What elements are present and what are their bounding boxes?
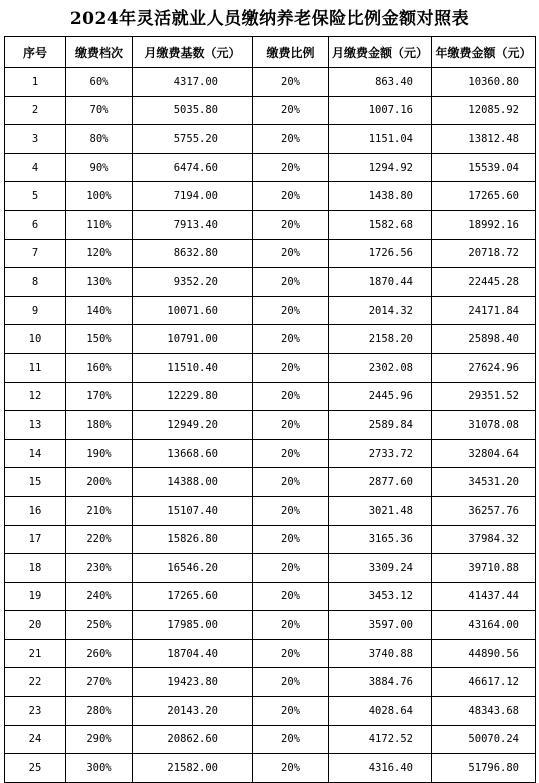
- contribution-level-cell: 130%: [66, 268, 133, 297]
- table-row: [5, 268, 536, 297]
- table-row: [5, 582, 536, 611]
- serial-number-cell: 19: [5, 582, 66, 611]
- monthly-base-cell: 12949.20: [133, 411, 253, 440]
- table-row: [5, 210, 536, 239]
- contribution-rate-cell: 20%: [253, 182, 329, 211]
- annual-amount-cell: 51796.80: [432, 754, 536, 783]
- monthly-amount-cell: 1870.44: [329, 268, 432, 297]
- serial-number-cell: 24: [5, 725, 66, 754]
- annual-amount-cell: 20718.72: [432, 239, 536, 268]
- monthly-base-cell: 10791.00: [133, 325, 253, 354]
- annual-amount-cell: 29351.52: [432, 382, 536, 411]
- annual-amount-cell: 31078.08: [432, 411, 536, 440]
- serial-number-cell: 2: [5, 96, 66, 125]
- serial-number-cell: 18: [5, 554, 66, 583]
- serial-number-cell: 6: [5, 210, 66, 239]
- monthly-amount-cell: 863.40: [329, 68, 432, 97]
- contribution-rate-cell: 20%: [253, 268, 329, 297]
- contribution-level-cell: 290%: [66, 725, 133, 754]
- monthly-amount-cell: 1726.56: [329, 239, 432, 268]
- contribution-rate-cell: 20%: [253, 125, 329, 154]
- annual-amount-cell: 36257.76: [432, 496, 536, 525]
- monthly-amount-cell: 2733.72: [329, 439, 432, 468]
- contribution-level-cell: 260%: [66, 639, 133, 668]
- serial-number-cell: 9: [5, 296, 66, 325]
- contribution-rate-cell: 20%: [253, 468, 329, 497]
- contribution-level-cell: 190%: [66, 439, 133, 468]
- annual-amount-cell: 12085.92: [432, 96, 536, 125]
- contribution-rate-cell: 20%: [253, 754, 329, 783]
- contribution-level-cell: 280%: [66, 697, 133, 726]
- monthly-amount-cell: 3309.24: [329, 554, 432, 583]
- contribution-level-cell: 160%: [66, 353, 133, 382]
- annual-amount-cell: 32804.64: [432, 439, 536, 468]
- monthly-amount-cell: 1294.92: [329, 153, 432, 182]
- table-row: [5, 296, 536, 325]
- contribution-rate-cell: 20%: [253, 411, 329, 440]
- table-row: [5, 611, 536, 640]
- contribution-rate-cell: 20%: [253, 325, 329, 354]
- monthly-base-cell: 8632.80: [133, 239, 253, 268]
- contribution-level-cell: 120%: [66, 239, 133, 268]
- serial-number-cell: 10: [5, 325, 66, 354]
- monthly-base-cell: 12229.80: [133, 382, 253, 411]
- table-row: [5, 668, 536, 697]
- monthly-amount-cell: 3884.76: [329, 668, 432, 697]
- contribution-level-cell: 230%: [66, 554, 133, 583]
- serial-number-cell: 3: [5, 125, 66, 154]
- monthly-amount-cell: 2302.08: [329, 353, 432, 382]
- table-row: [5, 554, 536, 583]
- contribution-rate-cell: 20%: [253, 725, 329, 754]
- monthly-amount-cell: 2589.84: [329, 411, 432, 440]
- contribution-level-cell: 80%: [66, 125, 133, 154]
- monthly-amount-cell: 4028.64: [329, 697, 432, 726]
- table-row: [5, 68, 536, 97]
- contribution-rate-cell: 20%: [253, 96, 329, 125]
- contribution-rate-cell: 20%: [253, 353, 329, 382]
- table-row: [5, 153, 536, 182]
- serial-number-cell: 22: [5, 668, 66, 697]
- contribution-rate-cell: 20%: [253, 496, 329, 525]
- table-row: [5, 525, 536, 554]
- annual-amount-cell: 46617.12: [432, 668, 536, 697]
- table-row: [5, 754, 536, 783]
- table-row: [5, 325, 536, 354]
- header-monthly-amount: 月缴费金额（元）: [329, 37, 432, 68]
- table-row: [5, 439, 536, 468]
- monthly-amount-cell: 1007.16: [329, 96, 432, 125]
- contribution-level-cell: 110%: [66, 210, 133, 239]
- contribution-rate-cell: 20%: [253, 611, 329, 640]
- monthly-base-cell: 15107.40: [133, 496, 253, 525]
- monthly-base-cell: 17985.00: [133, 611, 253, 640]
- serial-number-cell: 12: [5, 382, 66, 411]
- contribution-rate-cell: 20%: [253, 697, 329, 726]
- contribution-rate-cell: 20%: [253, 239, 329, 268]
- monthly-base-cell: 11510.40: [133, 353, 253, 382]
- contribution-level-cell: 250%: [66, 611, 133, 640]
- monthly-base-cell: 4317.00: [133, 68, 253, 97]
- table-row: [5, 725, 536, 754]
- annual-amount-cell: 22445.28: [432, 268, 536, 297]
- monthly-amount-cell: 2445.96: [329, 382, 432, 411]
- contribution-level-cell: 60%: [66, 68, 133, 97]
- annual-amount-cell: 48343.68: [432, 697, 536, 726]
- header-contribution-level: 缴费档次: [66, 37, 133, 68]
- monthly-base-cell: 19423.80: [133, 668, 253, 697]
- monthly-base-cell: 18704.40: [133, 639, 253, 668]
- contribution-level-cell: 170%: [66, 382, 133, 411]
- contribution-level-cell: 140%: [66, 296, 133, 325]
- annual-amount-cell: 10360.80: [432, 68, 536, 97]
- monthly-amount-cell: 2877.60: [329, 468, 432, 497]
- monthly-base-cell: 16546.20: [133, 554, 253, 583]
- serial-number-cell: 4: [5, 153, 66, 182]
- annual-amount-cell: 34531.20: [432, 468, 536, 497]
- contribution-rate-cell: 20%: [253, 582, 329, 611]
- table-row: [5, 468, 536, 497]
- contribution-level-cell: 270%: [66, 668, 133, 697]
- annual-amount-cell: 25898.40: [432, 325, 536, 354]
- monthly-amount-cell: 3165.36: [329, 525, 432, 554]
- table-row: [5, 96, 536, 125]
- annual-amount-cell: 15539.04: [432, 153, 536, 182]
- serial-number-cell: 21: [5, 639, 66, 668]
- annual-amount-cell: 13812.48: [432, 125, 536, 154]
- serial-number-cell: 23: [5, 697, 66, 726]
- contribution-rate-cell: 20%: [253, 296, 329, 325]
- monthly-base-cell: 15826.80: [133, 525, 253, 554]
- serial-number-cell: 15: [5, 468, 66, 497]
- table-row: [5, 353, 536, 382]
- monthly-base-cell: 20143.20: [133, 697, 253, 726]
- contribution-rate-cell: 20%: [253, 554, 329, 583]
- annual-amount-cell: 24171.84: [432, 296, 536, 325]
- monthly-base-cell: 10071.60: [133, 296, 253, 325]
- annual-amount-cell: 18992.16: [432, 210, 536, 239]
- monthly-base-cell: 13668.60: [133, 439, 253, 468]
- table-row: [5, 382, 536, 411]
- serial-number-cell: 11: [5, 353, 66, 382]
- serial-number-cell: 20: [5, 611, 66, 640]
- annual-amount-cell: 27624.96: [432, 353, 536, 382]
- contribution-level-cell: 70%: [66, 96, 133, 125]
- monthly-amount-cell: 1438.80: [329, 182, 432, 211]
- serial-number-cell: 16: [5, 496, 66, 525]
- contribution-level-cell: 220%: [66, 525, 133, 554]
- contribution-table: [4, 36, 536, 783]
- contribution-rate-cell: 20%: [253, 439, 329, 468]
- contribution-rate-cell: 20%: [253, 153, 329, 182]
- table-row: [5, 639, 536, 668]
- page-title: 2024年灵活就业人员缴纳养老保险比例金额对照表: [69, 9, 470, 29]
- annual-amount-cell: 17265.60: [432, 182, 536, 211]
- serial-number-cell: 8: [5, 268, 66, 297]
- table-body: [5, 68, 536, 783]
- annual-amount-cell: 50070.24: [432, 725, 536, 754]
- contribution-level-cell: 90%: [66, 153, 133, 182]
- table-row: [5, 125, 536, 154]
- monthly-amount-cell: 4316.40: [329, 754, 432, 783]
- monthly-amount-cell: 2158.20: [329, 325, 432, 354]
- contribution-level-cell: 100%: [66, 182, 133, 211]
- header-serial-number: 序号: [5, 37, 66, 68]
- monthly-base-cell: 14388.00: [133, 468, 253, 497]
- annual-amount-cell: 37984.32: [432, 525, 536, 554]
- serial-number-cell: 13: [5, 411, 66, 440]
- table-row: [5, 697, 536, 726]
- monthly-base-cell: 5035.80: [133, 96, 253, 125]
- table-header-row: [5, 37, 536, 68]
- monthly-base-cell: 5755.20: [133, 125, 253, 154]
- contribution-rate-cell: 20%: [253, 210, 329, 239]
- contribution-rate-cell: 20%: [253, 639, 329, 668]
- monthly-base-cell: 9352.20: [133, 268, 253, 297]
- monthly-amount-cell: 1151.04: [329, 125, 432, 154]
- annual-amount-cell: 41437.44: [432, 582, 536, 611]
- contribution-level-cell: 150%: [66, 325, 133, 354]
- contribution-rate-cell: 20%: [253, 68, 329, 97]
- annual-amount-cell: 39710.88: [432, 554, 536, 583]
- serial-number-cell: 14: [5, 439, 66, 468]
- serial-number-cell: 25: [5, 754, 66, 783]
- table-row: [5, 182, 536, 211]
- monthly-amount-cell: 2014.32: [329, 296, 432, 325]
- annual-amount-cell: 44890.56: [432, 639, 536, 668]
- monthly-amount-cell: 1582.68: [329, 210, 432, 239]
- contribution-rate-cell: 20%: [253, 525, 329, 554]
- monthly-base-cell: 21582.00: [133, 754, 253, 783]
- serial-number-cell: 17: [5, 525, 66, 554]
- monthly-base-cell: 7913.40: [133, 210, 253, 239]
- monthly-amount-cell: 3021.48: [329, 496, 432, 525]
- contribution-rate-cell: 20%: [253, 668, 329, 697]
- monthly-base-cell: 7194.00: [133, 182, 253, 211]
- serial-number-cell: 1: [5, 68, 66, 97]
- contribution-level-cell: 200%: [66, 468, 133, 497]
- header-monthly-base: 月缴费基数（元）: [133, 37, 253, 68]
- table-row: [5, 411, 536, 440]
- header-contribution-rate: 缴费比例: [253, 37, 329, 68]
- monthly-base-cell: 20862.60: [133, 725, 253, 754]
- contribution-rate-cell: 20%: [253, 382, 329, 411]
- serial-number-cell: 7: [5, 239, 66, 268]
- monthly-amount-cell: 4172.52: [329, 725, 432, 754]
- annual-amount-cell: 43164.00: [432, 611, 536, 640]
- contribution-level-cell: 210%: [66, 496, 133, 525]
- table-row: [5, 496, 536, 525]
- table-row: [5, 239, 536, 268]
- monthly-base-cell: 17265.60: [133, 582, 253, 611]
- monthly-amount-cell: 3597.00: [329, 611, 432, 640]
- monthly-amount-cell: 3453.12: [329, 582, 432, 611]
- contribution-level-cell: 240%: [66, 582, 133, 611]
- header-annual-amount: 年缴费金额（元）: [432, 37, 536, 68]
- monthly-amount-cell: 3740.88: [329, 639, 432, 668]
- serial-number-cell: 5: [5, 182, 66, 211]
- monthly-base-cell: 6474.60: [133, 153, 253, 182]
- contribution-level-cell: 300%: [66, 754, 133, 783]
- contribution-level-cell: 180%: [66, 411, 133, 440]
